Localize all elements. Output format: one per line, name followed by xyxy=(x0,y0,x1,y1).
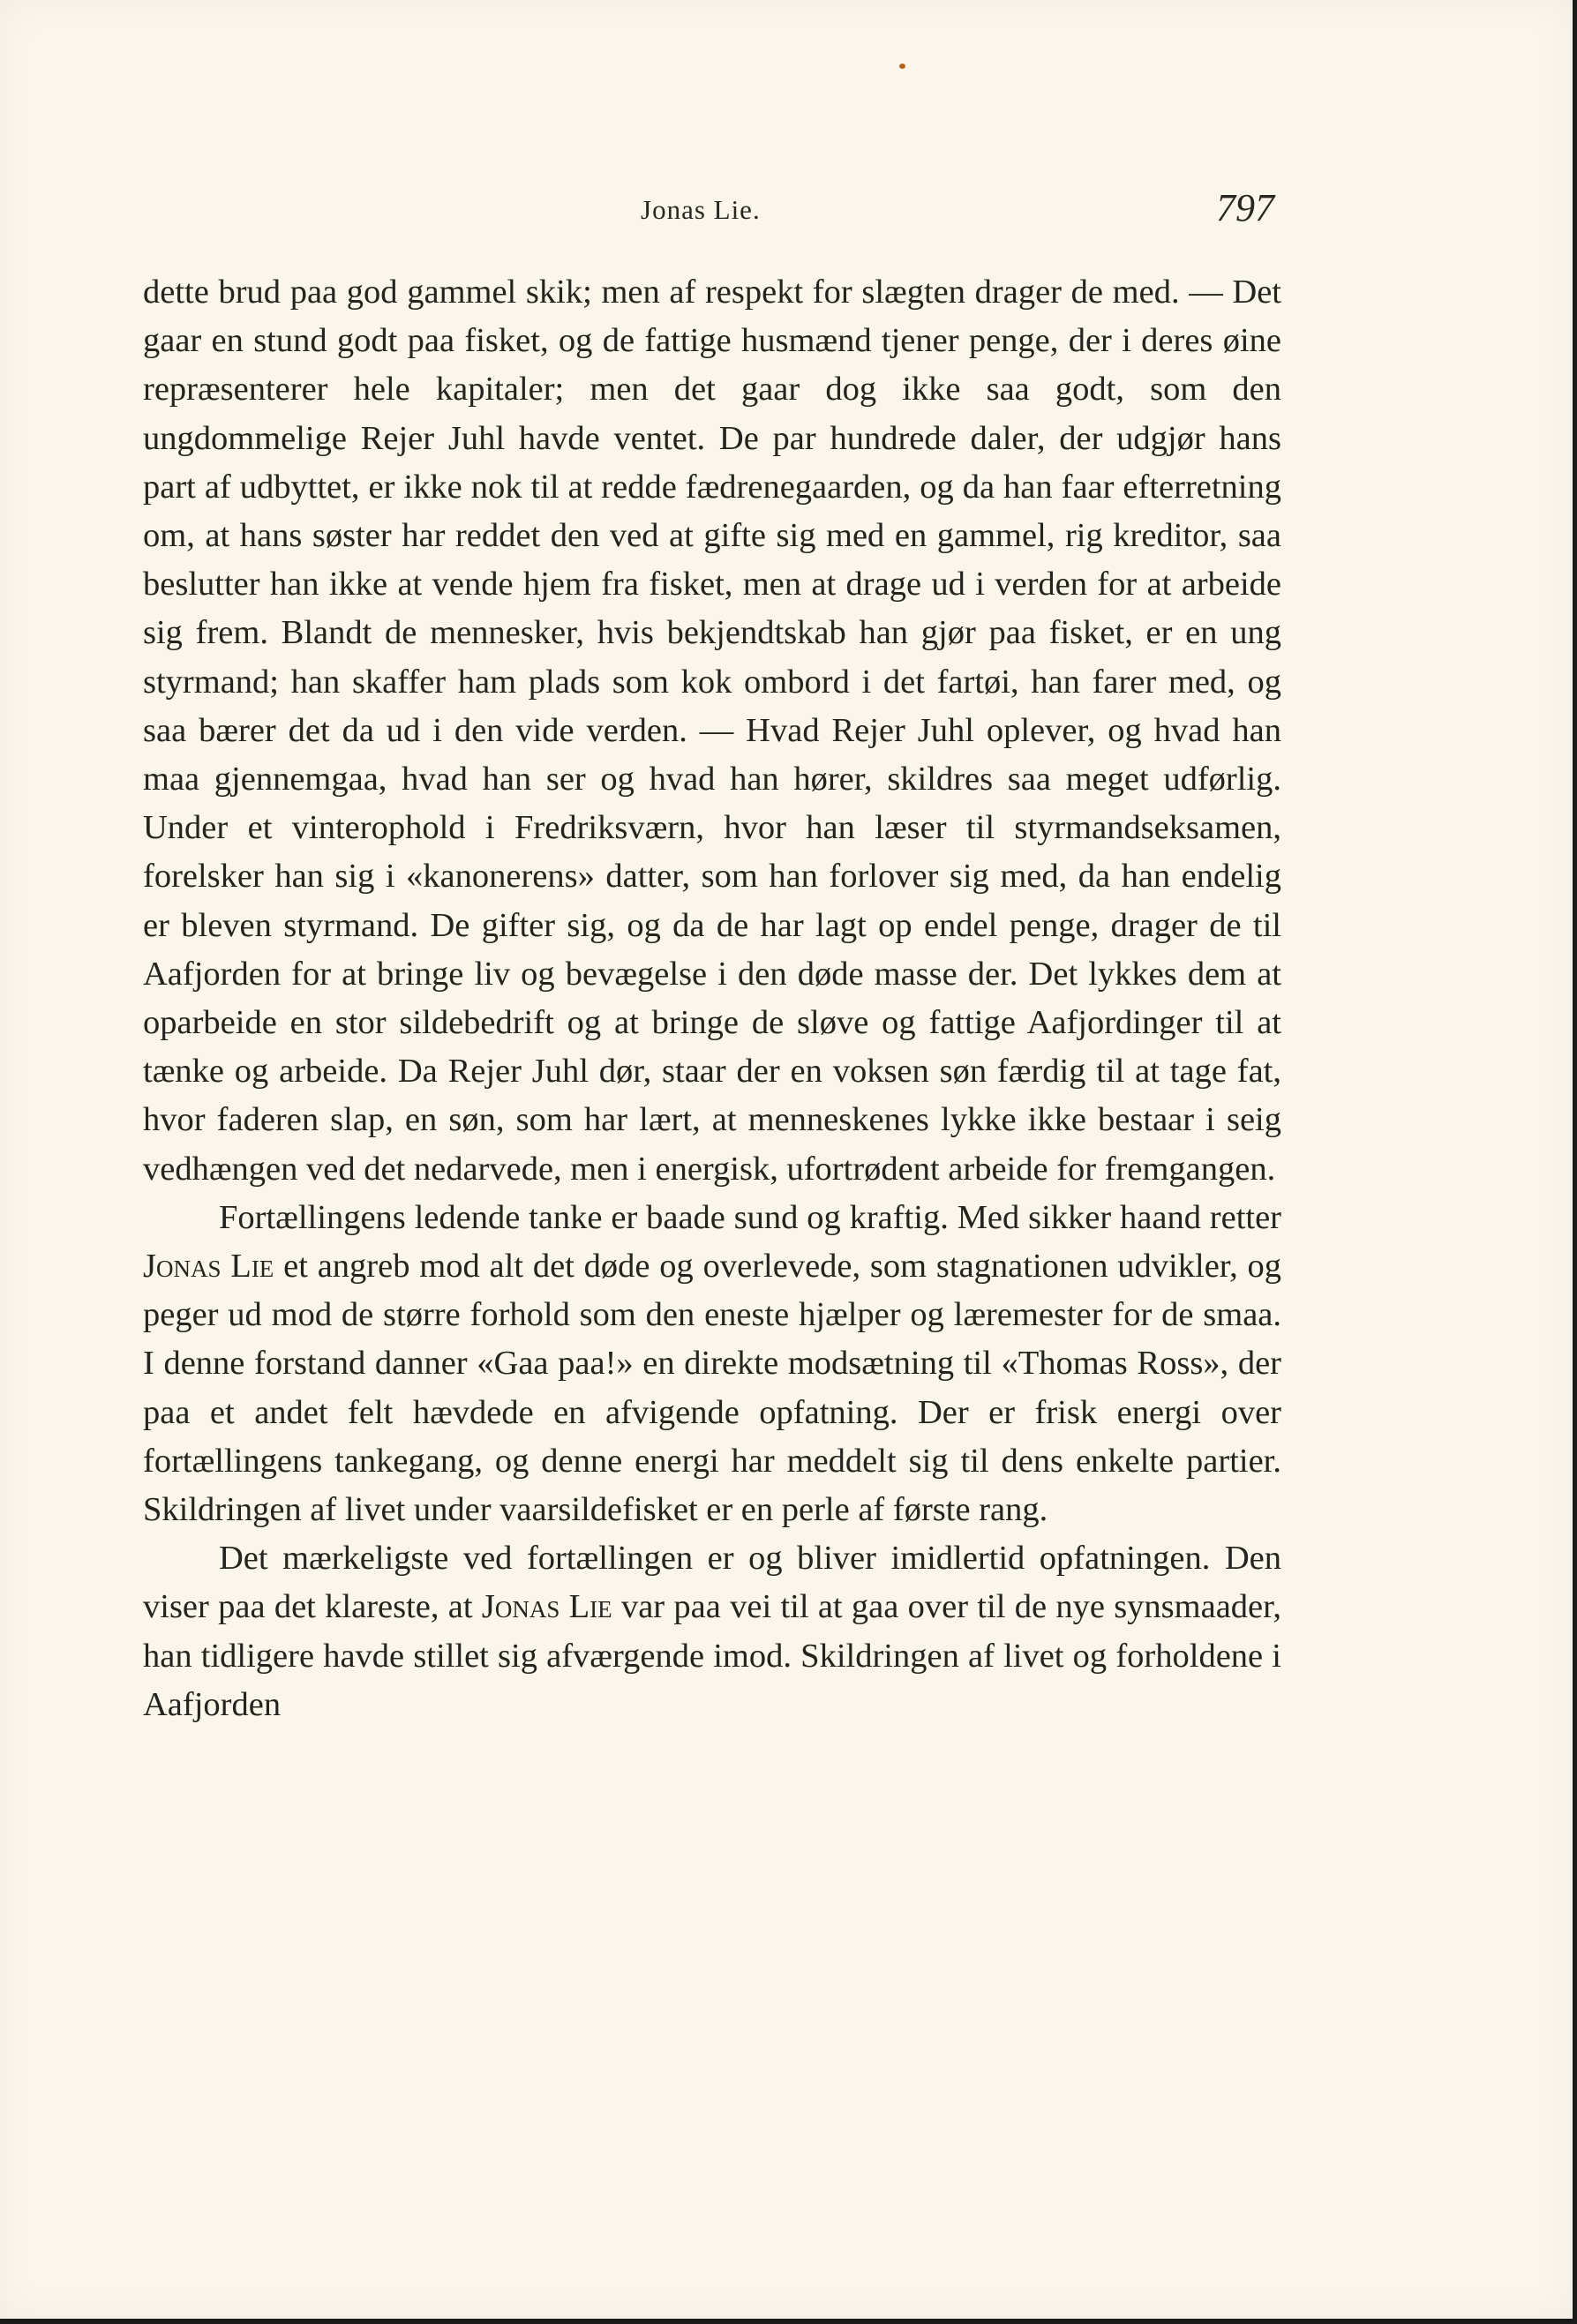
author-name: Jonas Lie xyxy=(481,1588,612,1626)
paragraph-1: dette brud paa god gammel skik; men af respekt for slægten drager de med. — Det gaar en stund godt paa fisket, og de fattige husmænd tjener penge, der i deres øine repræsenterer hele kapitaler; men det gaar dog ikke saa godt, som den ungdommelige Rejer Juhl havde ventet. De par hundrede daler, der udgjør hans part af udbyttet, er ikke nok til at redde fædrenegaarden, og da han faar efterretning om, at hans søster har reddet den ved at gifte sig med en gammel, rig kreditor, saa beslutter han ikke at vende hjem fra fisket, men at drage ud i verden for at arbeide sig frem. Blandt de mennesker, hvis bekjendtskab han gjør paa fisket, er en ung styrmand; han skaffer ham plads som kok ombord i det fartøi, han farer med, og saa bærer det da ud i den vide verden. — Hvad Rejer Juhl oplever, og hvad han maa gjennemgaa, hvad han ser og hvad han hører, skildres saa meget udførlig. Under et vinterophold i Fredriksværn, hvor han læser til styrmandseksamen, forelsker han sig i «kanonerens» datter, som han forlover sig med, da han endelig er bleven styrmand. De gifter sig, og da de har lagt op endel penge, drager de til Aafjorden for at bringe liv og bevægelse i den døde masse der. Det lykkes dem at oparbeide en stor sildebedrift og at bringe de sløve og fattige Aafjordinger til at tænke og arbeide. Da Rejer Juhl dør, staar der en voksen søn færdig til at tage fat, hvor faderen slap, en søn, som har lært, at menneskenes lykke ikke bestaar i seig vedhængen ved det nedarvede, men i energisk, ufortrødent arbeide for fremgangen. xyxy=(143,274,1281,1188)
paragraph-2 xyxy=(143,1194,1281,1534)
paragraph-2-part-b: et angreb mod alt det døde og overlevede, som stagnationen udvikler, og peger ud mod de større forhold som den eneste hjælper og læremester for de smaa. I denne forstand danner «Gaa paa!» en direkte modsætning til «Thomas Ross», der paa et andet felt hævdede en afvigende opfatning. Der er frisk energi over fortællingens tankegang, og denne energi har meddelt sig til dens enkelte partier. Skildringen af livet under vaarsildefisket er en perle af første rang. xyxy=(143,1248,1282,1529)
running-head xyxy=(0,185,1573,238)
paragraph-2-part-a: Fortællingens ledende tanke er baade sund og kraftig. Med sikker haand retter xyxy=(219,1198,1281,1236)
body-text xyxy=(143,268,1281,1729)
page-number: 797 xyxy=(1216,186,1274,229)
paragraph-3 xyxy=(143,1534,1281,1729)
paragraph-3-part-a: Det mærkeligste ved fortællingen er og bliver imidlertid opfatningen. Den viser paa det klareste, at xyxy=(143,1540,1281,1626)
running-title: Jonas Lie. xyxy=(641,194,761,225)
author-name: Jonas Lie xyxy=(143,1248,274,1286)
paragraph-3-part-b: var paa vei til at gaa over til de nye synsmaader, han tidligere havde stillet sig afværgende imod. Skildringen af livet og forholdene i Aafjorden xyxy=(143,1588,1282,1723)
ink-speck xyxy=(899,64,905,69)
